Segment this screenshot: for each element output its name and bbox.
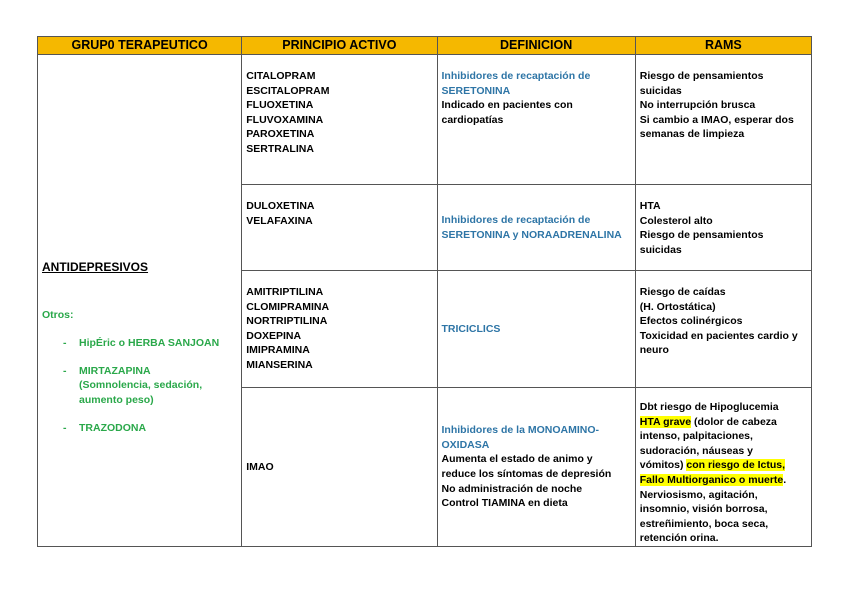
header-definicion: DEFINICION	[437, 37, 635, 55]
list-item: - HipÉric o HERBA SANJOAN	[63, 337, 220, 350]
header-grupo: GRUP0 TERAPEUTICO	[38, 37, 242, 55]
highlight: con riesgo de Ictus,	[686, 459, 786, 472]
definicion-cell: Inhibidores de la MONOAMINO- OXIDASA Aumenta el estado de animo y reduce los síntomas de depresión No administración de noche Control TIAMINA en dieta	[437, 388, 635, 547]
otros-label: Otros:	[42, 308, 74, 321]
rams-cell: Riesgo de pensamientos suicidas No interrupción brusca Si cambio a IMAO, esperar dos semanas de limpieza	[635, 55, 811, 185]
highlight: Fallo Multiorganico o muerte	[639, 473, 784, 486]
list-item: - TRAZODONA	[63, 421, 147, 434]
highlight: HTA grave	[639, 415, 692, 428]
drug-table	[37, 36, 812, 547]
principio-cell: AMITRIPTILINA CLOMIPRAMINA NORTRIPTILINA DOXEPINA IMIPRAMINA MIANSERINA	[242, 271, 437, 388]
principio-cell: IMAO	[242, 388, 437, 547]
otros-block	[42, 308, 237, 436]
rams-cell: HTA Colesterol alto Riesgo de pensamientos suicidas	[635, 185, 811, 271]
definicion-cell: TRICICLICS	[437, 271, 635, 388]
principio-cell: CITALOPRAM ESCITALOPRAM FLUOXETINA FLUVOXAMINA PAROXETINA SERTRALINA	[242, 55, 437, 185]
header-row	[38, 37, 812, 55]
list-item: - MIRTAZAPINA (Somnolencia, sedación, aumento peso)	[63, 364, 203, 406]
header-principio: PRINCIPIO ACTIVO	[242, 37, 437, 55]
definicion-cell: Inhibidores de recaptación de SERETONINA y NORAADRENALINA	[437, 185, 635, 271]
table-row	[38, 55, 812, 185]
principio-cell: DULOXETINA VELAFAXINA	[242, 185, 437, 271]
rams-cell: Riesgo de caídas (H. Ortostática) Efectos colinérgicos Toxicidad en pacientes cardio y neuro	[635, 271, 811, 388]
grupo-title: ANTIDEPRESIVOS	[42, 260, 149, 274]
definicion-cell: Inhibidores de recaptación de SERETONINA Indicado en pacientes con cardiopatías	[437, 55, 635, 185]
rams-cell: Dbt riesgo de Hipoglucemia HTA grave (dolor de cabeza intenso, palpitaciones, sudoración, náuseas y vómitos) con riesgo de Ictus, Fallo Multiorganico o muerte. Nerviosismo, agitación, insomnio, visión borrosa, estreñimiento, boca seca, retención orina.	[635, 388, 811, 547]
header-rams: RAMS	[635, 37, 811, 55]
grupo-cell	[38, 55, 242, 547]
